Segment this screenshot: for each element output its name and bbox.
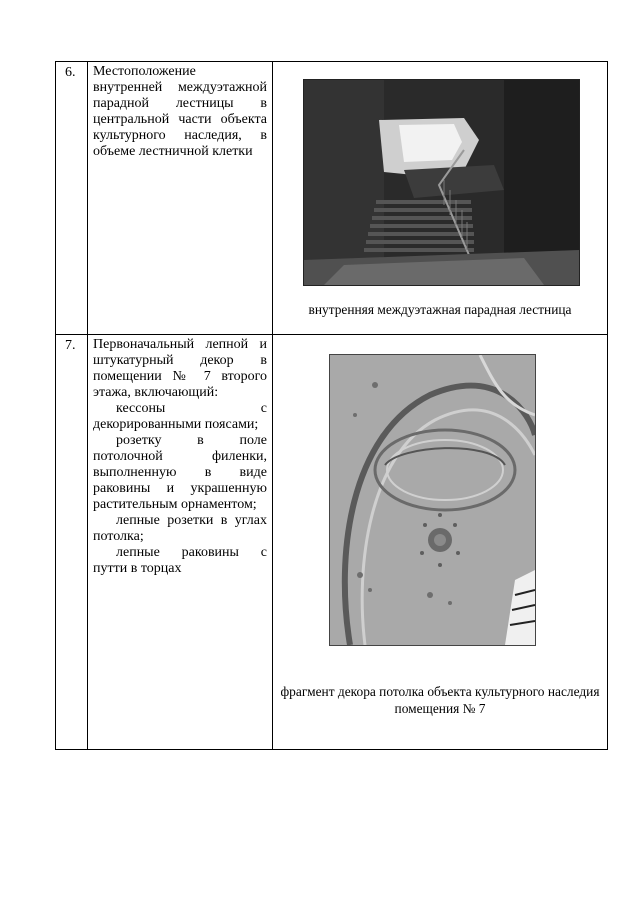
- staircase-photo: [303, 79, 580, 286]
- description-cell: [88, 62, 273, 335]
- photo-cell: [273, 62, 608, 335]
- ceiling-decor-photo: [329, 354, 536, 646]
- row-number: 7.: [65, 338, 76, 353]
- description-item: лепные розетки в углах потолка;: [93, 513, 267, 544]
- table-row: [56, 335, 608, 750]
- row-number-cell: [56, 62, 88, 335]
- description-text: Местоположение внутренней междуэтажной парадной лестницы в центральной части объекта культурного наследия, в объеме лестничной клетки: [93, 64, 267, 159]
- description-intro: Первоначальный лепной и штукатурный декор в помещении № 7 второго этажа, включающий:: [93, 337, 267, 400]
- description-item: розетку в поле потолочной филенки, выполненную в виде раковины и украшенную растительным орнаментом;: [93, 433, 267, 512]
- photo-caption: фрагмент декора потолка объекта культурного наследия помещения № 7: [280, 684, 600, 716]
- row-number-cell: [56, 335, 88, 750]
- object-features-table: [55, 61, 608, 750]
- photo-cell: [273, 335, 608, 750]
- photo-caption: внутренняя междуэтажная парадная лестница: [308, 302, 572, 317]
- row-number: 6.: [65, 65, 76, 80]
- description-cell: [88, 335, 273, 750]
- description-item: кессоны с декорированными поясами;: [93, 401, 267, 432]
- table-row: [56, 62, 608, 335]
- description-item: лепные раковины с путти в торцах: [93, 545, 267, 576]
